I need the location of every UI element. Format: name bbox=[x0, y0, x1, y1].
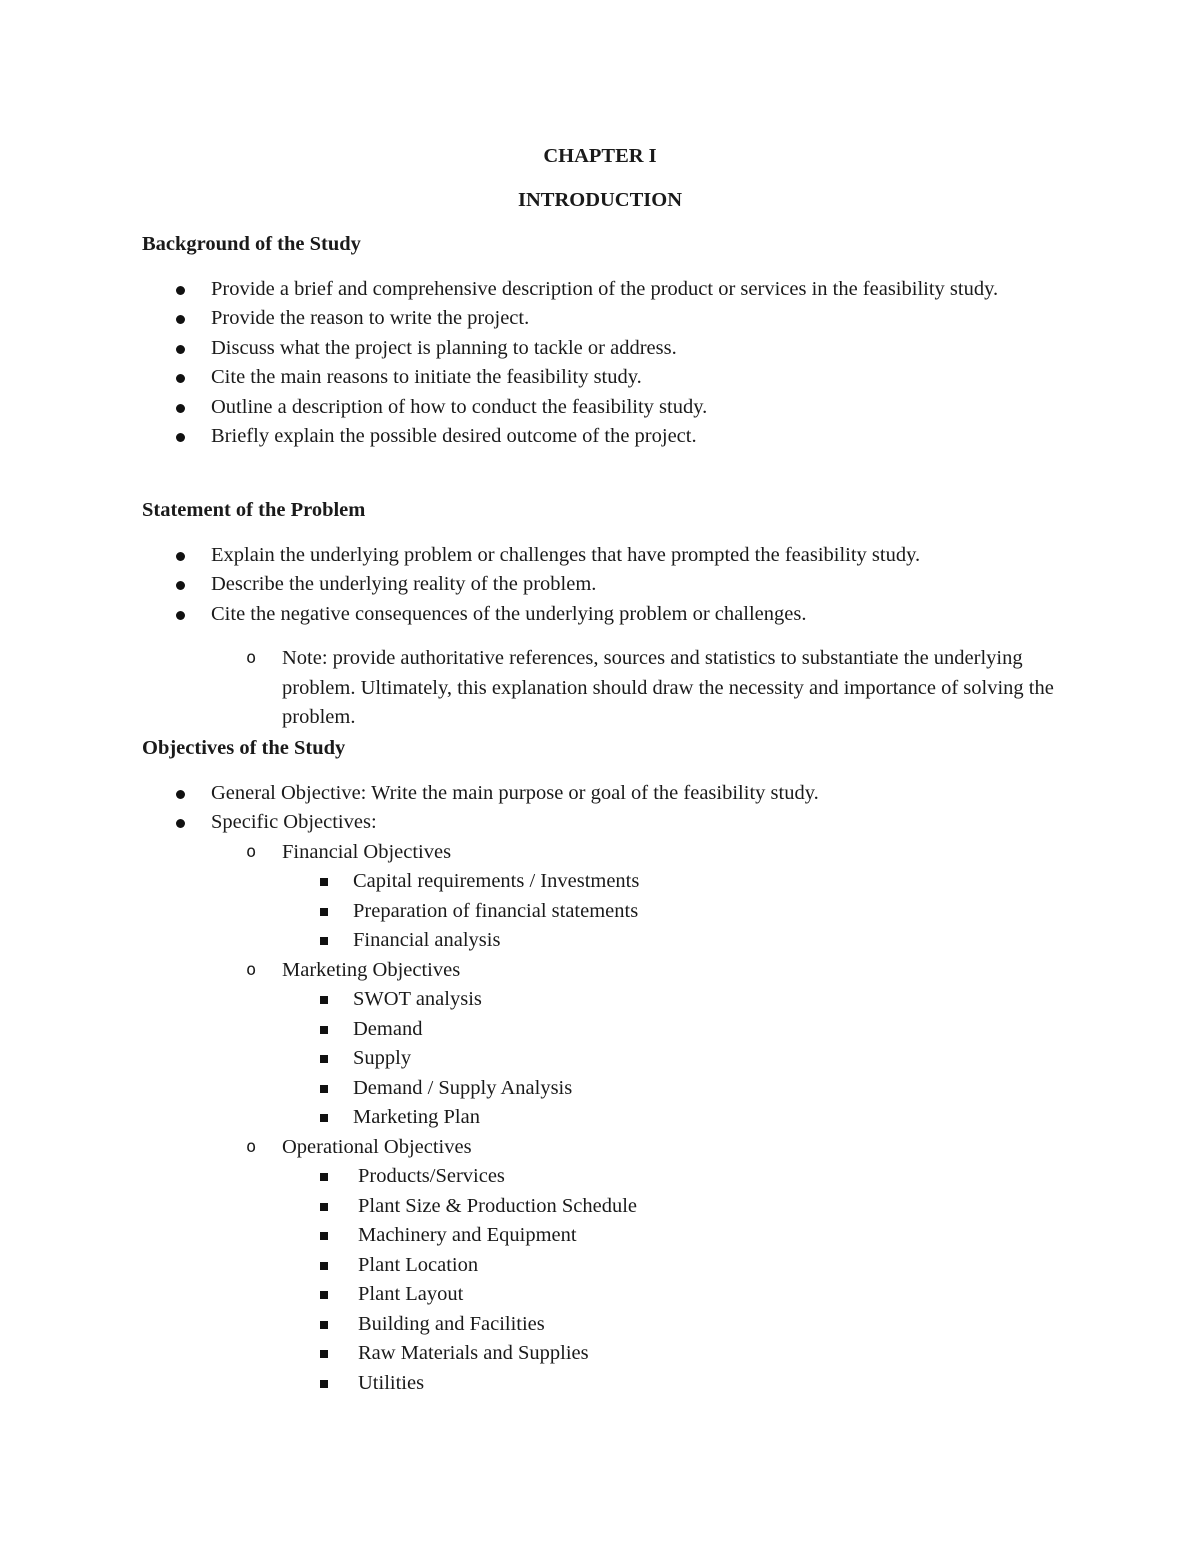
list-item-text: Raw Materials and Supplies bbox=[358, 1342, 589, 1364]
list-item-text: Products/Services bbox=[358, 1165, 505, 1187]
list-item bbox=[142, 808, 1072, 838]
list-item-text: Explain the underlying problem or challenges that have prompted the feasibility study. bbox=[211, 543, 921, 566]
chapter-title: CHAPTER I bbox=[543, 145, 657, 167]
problem-sublist bbox=[211, 644, 1072, 733]
note-text: Note: provide authoritative references, sources and statistics to substantiate the underlying problem. Ultimately, this explanation should draw the necessity and importance of solving the problem. bbox=[282, 647, 1054, 728]
list-item-text: Demand bbox=[353, 1017, 423, 1040]
square-bullet-icon bbox=[320, 878, 328, 886]
list-item bbox=[142, 1369, 1072, 1399]
list-item bbox=[142, 304, 1072, 334]
problem-list bbox=[142, 541, 1072, 733]
square-bullet-icon bbox=[320, 1232, 328, 1240]
list-item bbox=[142, 1339, 1072, 1369]
bullet-icon bbox=[176, 433, 185, 442]
square-bullet-icon bbox=[320, 1321, 328, 1329]
list-item bbox=[142, 1162, 1072, 1192]
list-item-text: Describe the underlying reality of the problem. bbox=[211, 573, 597, 595]
background-section bbox=[142, 230, 1072, 452]
list-item bbox=[142, 1015, 1072, 1045]
list-item bbox=[142, 1221, 1072, 1251]
objective-groups bbox=[211, 1133, 1072, 1163]
list-item bbox=[142, 867, 1072, 897]
square-bullet-icon bbox=[320, 1380, 328, 1388]
list-item bbox=[142, 1310, 1072, 1340]
problem-section bbox=[142, 496, 1072, 733]
bullet-icon bbox=[176, 819, 185, 828]
circle-bullet-icon: o bbox=[246, 841, 257, 862]
list-item-text: Supply bbox=[353, 1047, 412, 1069]
list-item-text: Machinery and Equipment bbox=[358, 1224, 577, 1246]
list-item-text: Plant Location bbox=[358, 1253, 479, 1276]
list-item-text: Plant Layout bbox=[358, 1283, 464, 1305]
list-item-text: Plant Size & Production Schedule bbox=[358, 1194, 637, 1217]
list-item-text: Discuss what the project is planning to tackle or address. bbox=[211, 336, 677, 359]
circle-bullet-icon: o bbox=[246, 648, 257, 668]
square-bullet-icon bbox=[320, 996, 328, 1004]
sub-list-item bbox=[211, 644, 1072, 733]
bullet-icon bbox=[176, 552, 185, 561]
list-item-text: Utilities bbox=[358, 1371, 425, 1394]
square-bullet-icon bbox=[320, 937, 328, 945]
list-item-text: Preparation of financial statements bbox=[353, 899, 639, 922]
bullet-icon bbox=[176, 286, 185, 295]
square-bullet-icon bbox=[320, 1026, 328, 1034]
bullet-icon bbox=[176, 611, 185, 620]
list-item bbox=[142, 275, 1072, 305]
group-label: Financial Objectives bbox=[282, 840, 452, 863]
list-item bbox=[142, 779, 1072, 809]
objective-group-financial bbox=[211, 838, 1072, 868]
list-item bbox=[142, 926, 1072, 956]
objectives-heading: Objectives of the Study bbox=[142, 737, 346, 759]
square-bullet-icon bbox=[320, 1114, 328, 1122]
list-item-text: Cite the main reasons to initiate the feasibility study. bbox=[211, 366, 642, 388]
square-bullet-icon bbox=[320, 908, 328, 916]
square-bullet-icon bbox=[320, 1085, 328, 1093]
list-item bbox=[142, 600, 1072, 733]
list-item bbox=[142, 393, 1072, 423]
marketing-items bbox=[142, 985, 1072, 1133]
square-bullet-icon bbox=[320, 1055, 328, 1063]
list-item-text: Provide a brief and comprehensive description of the product or services in the feasibility study. bbox=[211, 277, 999, 300]
group-label: Marketing Objectives bbox=[282, 958, 461, 981]
general-objective-text: General Objective: Write the main purpose or goal of the feasibility study. bbox=[211, 781, 819, 804]
list-item bbox=[142, 1280, 1072, 1310]
bullet-icon bbox=[176, 374, 185, 383]
financial-items bbox=[142, 867, 1072, 956]
specific-objectives-text: Specific Objectives: bbox=[211, 811, 377, 833]
list-item-text: Provide the reason to write the project. bbox=[211, 307, 530, 329]
list-item bbox=[142, 422, 1072, 452]
list-item-text: Cite the negative consequences of the underlying problem or challenges. bbox=[211, 602, 807, 625]
list-item bbox=[142, 1074, 1072, 1104]
list-item bbox=[142, 570, 1072, 600]
list-item bbox=[142, 985, 1072, 1015]
objective-group-marketing bbox=[211, 956, 1072, 986]
square-bullet-icon bbox=[320, 1291, 328, 1299]
list-item-text: Building and Facilities bbox=[358, 1312, 545, 1335]
bullet-icon bbox=[176, 345, 185, 354]
circle-bullet-icon: o bbox=[246, 1136, 257, 1157]
problem-heading: Statement of the Problem bbox=[142, 499, 366, 521]
square-bullet-icon bbox=[320, 1262, 328, 1270]
objective-group-operational bbox=[211, 1133, 1072, 1163]
list-item bbox=[142, 1103, 1072, 1133]
bullet-icon bbox=[176, 404, 185, 413]
objectives-list bbox=[142, 779, 1072, 838]
objectives-section bbox=[142, 734, 1072, 1398]
list-item bbox=[142, 363, 1072, 393]
operational-items bbox=[142, 1162, 1072, 1398]
list-item-text: Demand / Supply Analysis bbox=[353, 1076, 573, 1099]
bullet-icon bbox=[176, 315, 185, 324]
list-item bbox=[142, 1044, 1072, 1074]
group-label: Operational Objectives bbox=[282, 1135, 472, 1158]
list-item-text: SWOT analysis bbox=[353, 988, 482, 1010]
square-bullet-icon bbox=[320, 1350, 328, 1358]
list-item-text: Marketing Plan bbox=[353, 1106, 480, 1128]
list-item bbox=[142, 1251, 1072, 1281]
list-item-text: Capital requirements / Investments bbox=[353, 870, 640, 892]
list-item bbox=[142, 897, 1072, 927]
objective-groups bbox=[211, 838, 1072, 868]
objective-groups bbox=[211, 956, 1072, 986]
introduction-title: INTRODUCTION bbox=[517, 189, 683, 211]
list-item bbox=[142, 541, 1072, 571]
list-item-text: Outline a description of how to conduct the feasibility study. bbox=[211, 395, 708, 418]
list-item-text: Briefly explain the possible desired outcome of the project. bbox=[211, 425, 697, 447]
background-heading: Background of the Study bbox=[142, 233, 361, 255]
list-item-text: Financial analysis bbox=[353, 929, 501, 951]
square-bullet-icon bbox=[320, 1203, 328, 1211]
circle-bullet-icon: o bbox=[246, 959, 257, 980]
bullet-icon bbox=[176, 790, 185, 799]
square-bullet-icon bbox=[320, 1173, 328, 1181]
list-item bbox=[142, 334, 1072, 364]
list-item bbox=[142, 1192, 1072, 1222]
bullet-icon bbox=[176, 581, 185, 590]
background-list bbox=[142, 275, 1072, 452]
